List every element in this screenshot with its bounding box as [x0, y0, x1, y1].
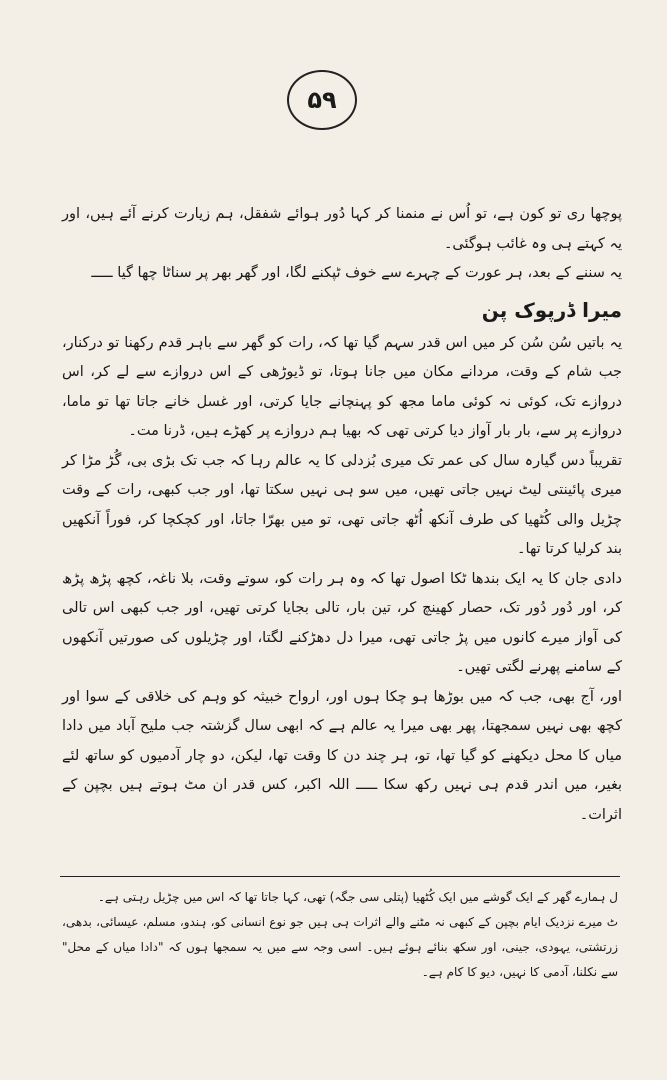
section-heading: میرا ڈرپوک پن — [481, 297, 622, 322]
paragraph: یہ سننے کے بعد، ہر عورت کے چہرے سے خوف ٹپکنے لگا، اور گھر بھر پر سناٹا چھا گیا ـــــ — [91, 265, 622, 281]
body-text — [62, 200, 622, 830]
paragraph: پوچھا ری تو کون ہے، تو اُس نے منمنا کر کہا دُور ہوائے شفقل، ہم زیارت کرنے آئے ہیں، اور یہ کہتے ہی وہ غائب ہوگئی۔ — [62, 206, 622, 252]
paragraph: دادی جان کا یہ ایک بندھا ٹکا اصول تھا کہ وہ ہر رات کو، سوتے وقت، بلا ناغہ، کچھ پڑھ پڑھ کر، اور دُور دُور تک، حصار کھینچ کر، تین بار، تالی بجایا کرتی تھیں، اور جب کبھی اس تالی کی آواز میرے کانوں میں پڑ جاتی تھی، میرا دل دھڑکنے لگتا، اور چڑیلوں کی صورتیں آنکھوں کے سامنے پھرنے لگتی تھیں۔ — [62, 570, 622, 675]
footnote: ل ہمارے گھر کے ایک گوشے میں ایک کُٹھیا (پتلی سی جگہ) تھی، کہا جاتا تھا کہ اس میں چڑیل رہتی ہے۔ — [97, 890, 618, 904]
page-number: ۵۹ — [287, 70, 357, 130]
paragraph: یہ باتیں سُن سُن کر میں اس قدر سہم گیا تھا کہ، رات کو گھر سے باہر قدم رکھنا تو درکنار، جب شام کے وقت، مردانے مکان میں جانا ہوتا، تو ڈیوڑھی کے اس دروازے سے لے کر، اس دروازے تک، کوئی نہ کوئی ماما مجھ کو پہنچانے جایا کرتی، اور غسل خانے جاتا تھا تو ماما، دروازے پر سے، بار بار آواز دیا کرتی تھی کہ بھیا ہم دروازے پر کھڑے ہیں، ڈرنا مت۔ — [62, 334, 622, 439]
footnote-divider — [60, 876, 620, 877]
paragraph: تقریباً دس گیارہ سال کی عمر تک میری بُزدلی کا یہ عالم رہا کہ جب تک بڑی بی، گُڑ مڑا کر میری پائینتی لیٹ نہیں جاتی تھیں، میں سو ہی نہیں سکتا تھا، اور جب کبھی، رات کے وقت چڑیل والی کُٹھیا کی طرف آنکھ اُٹھ جاتی تھی، تو میں بھرّا جاتا، اور کچکچا کر، فوراً آنکھیں بند کرلیا کرتا تھا۔ — [62, 452, 622, 557]
paragraph: اور، آج بھی، جب کہ میں بوڑھا ہو چکا ہوں اور، ارواح خبیثہ کو وہم کی خلاقی کے سوا اور کچھ بھی نہیں سمجھتا، پھر بھی میرا یہ عالم ہے کہ ابھی سال گزشتہ جب ملیح آباد میں دادا میاں کا محل دیکھنے کو گیا تھا، تو، ہر چند دن کا وقت تھا، لیکن، دو چار آدمیوں کو ساتھ لئے بغیر، میں اندر قدم ہی نہیں رکھ سکا ـــــ اللہ اکبر، کس قدر ان مٹ ہوتے ہیں بچپن کے اثرات۔ — [62, 688, 622, 823]
footnotes — [62, 885, 618, 985]
footnote: ٹ میرے نزدیک ایام بچپن کے کبھی نہ مٹنے والے اثرات ہی ہیں جو نوع انسانی کو، ہندو، مسلم، عیسائی، بدھی، زرتشتی، یہودی، جینی، اور سکھ بنائے ہوئے ہیں۔ اسی وجہ سے میں یہ سمجھا ہوں کہ "دادا میاں کے محل" سے نکلنا، آدمی کا نہیں، دیو کا کام ہے۔ — [62, 915, 618, 979]
